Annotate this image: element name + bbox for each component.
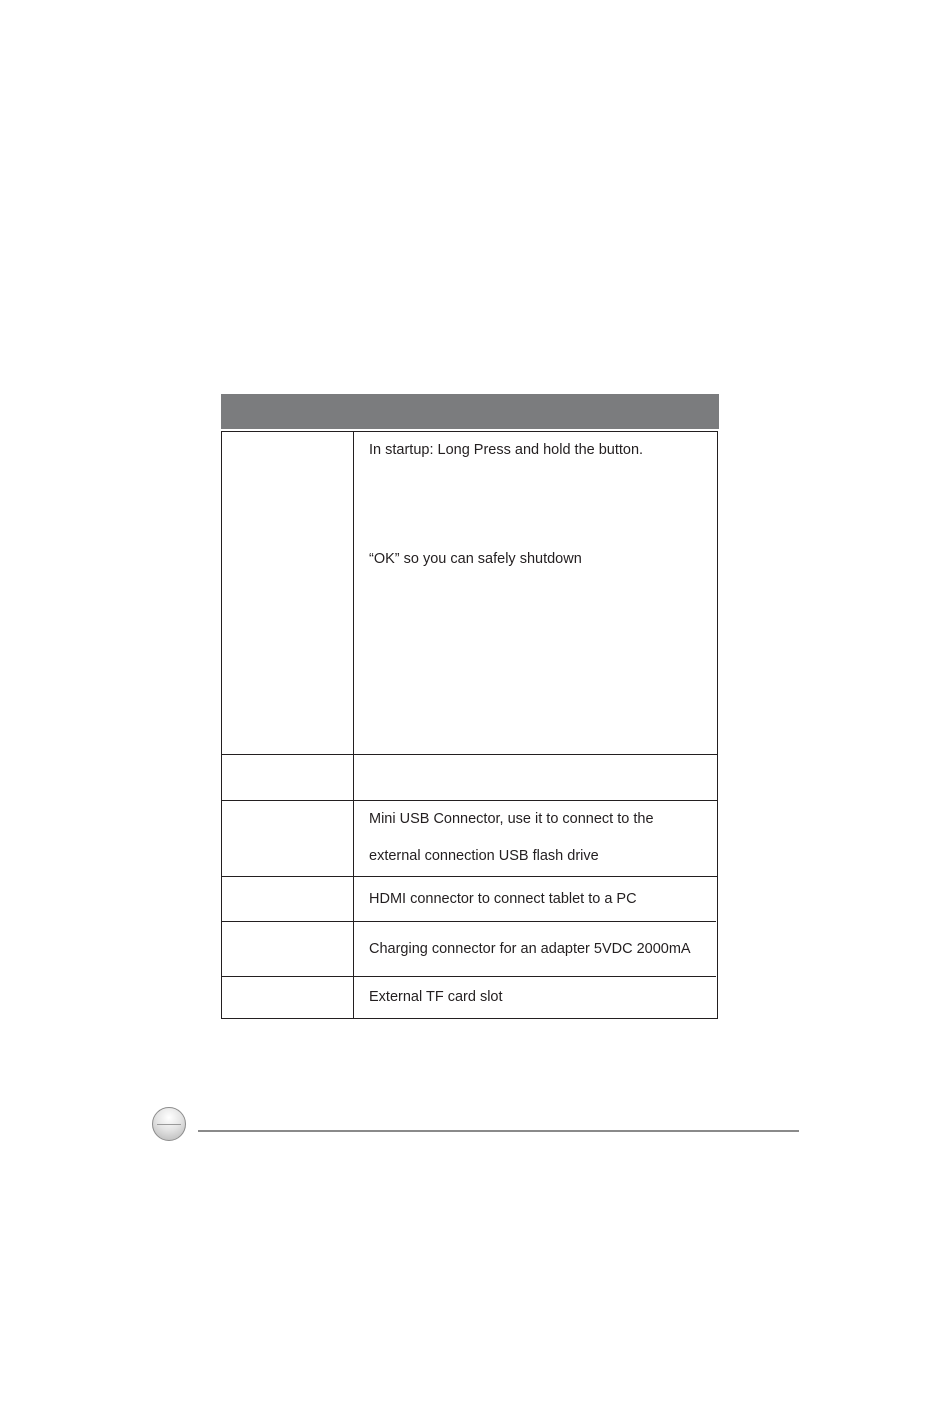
footer-rule: [198, 1130, 799, 1132]
power-button-description-line-1: In startup: Long Press and hold the button.: [369, 442, 644, 458]
usb-description-line-1: Mini USB Connector, use it to connect to the: [369, 811, 654, 827]
row-separator: [222, 800, 717, 801]
hdmi-description: HDMI connector to connect tablet to a PC: [369, 891, 637, 907]
spec-table: [221, 431, 718, 1019]
page-number-badge-icon: [152, 1107, 186, 1141]
column-divider: [353, 432, 354, 1018]
row-separator: [222, 921, 716, 922]
row-separator: [222, 754, 717, 755]
tf-card-description: External TF card slot: [369, 989, 503, 1005]
charging-description: Charging connector for an adapter 5VDC 2000mA: [369, 941, 691, 957]
row-separator: [222, 976, 716, 977]
power-button-description-line-2: “OK” so you can safely shutdown: [369, 551, 582, 567]
row-separator: [222, 876, 717, 877]
table-header-bar: [221, 394, 719, 429]
usb-description-line-2: external connection USB flash drive: [369, 848, 599, 864]
